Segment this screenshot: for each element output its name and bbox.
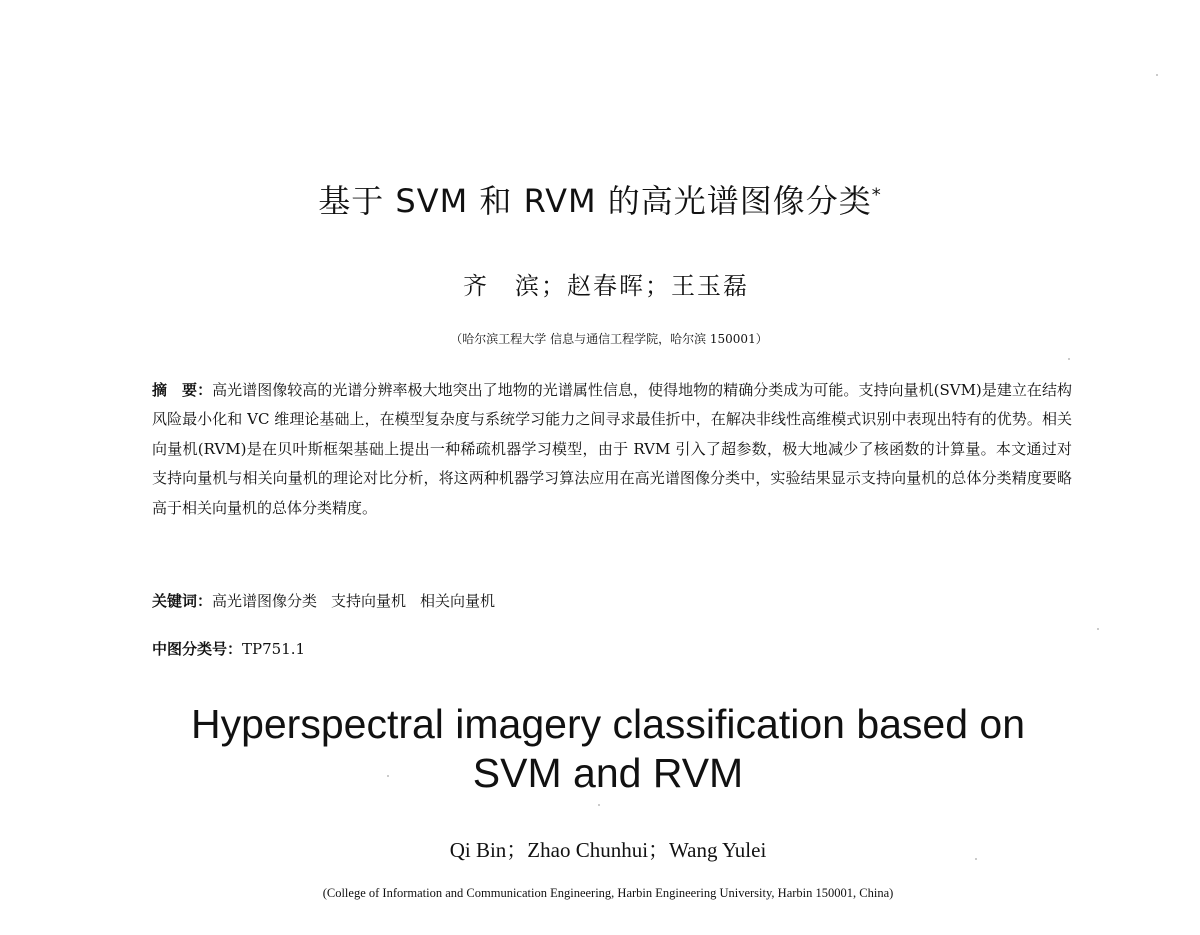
keyword-item: 高光谱图像分类 — [212, 592, 318, 610]
chinese-title-text: 基于 SVM 和 RVM 的高光谱图像分类 — [318, 182, 872, 220]
english-title-line-1: Hyperspectral imagery classification based on — [190, 701, 1026, 747]
english-authors: Qi Bin；Zhao Chunhui；Wang Yulei — [449, 838, 767, 862]
chinese-title — [0, 176, 1200, 222]
keyword-item: 相关向量机 — [420, 592, 496, 610]
chinese-authors: 齐 滨；赵春晖；王玉磊 — [463, 272, 749, 300]
scan-speck — [598, 804, 600, 806]
chinese-abstract — [152, 376, 1072, 523]
scan-speck — [387, 775, 389, 777]
clc-label: 中图分类号： — [152, 640, 243, 658]
abstract-label: 摘 要： — [152, 381, 213, 399]
keywords-label: 关键词： — [152, 592, 213, 610]
chinese-keywords — [152, 590, 1072, 611]
scan-speck — [975, 858, 977, 860]
english-title-line-2: SVM and RVM — [472, 750, 744, 796]
english-title — [0, 700, 1200, 798]
abstract-text: 高光谱图像较高的光谱分辨率极大地突出了地物的光谱属性信息，使得地物的精确分类成为可能。支持向量机(SVM)是建立在结构风险最小化和 VC 维理论基础上，在模型复杂度与系统学习能力之间寻求最佳折中，在解决非线性高维模式识别中表现出特有的优势。相关向量机(RVM)是在贝叶斯框架基础上提出一种稀疏机器学习模型，由于 RVM 引入了超参数，极大地减少了核函数的计算量。本文通过对支持向量机与相关向量机的理论对比分析，将这两种机器学习算法应用在高光谱图像分类中，实验结果显示支持向量机的总体分类精度要略高于相关向量机的总体分类精度。 — [152, 381, 1072, 517]
scan-speck — [1068, 358, 1070, 360]
clc-value: TP751.1 — [242, 640, 306, 658]
title-footnote-mark: * — [871, 184, 882, 206]
scan-speck — [1097, 628, 1099, 630]
chinese-affiliation: （哈尔滨工程大学 信息与通信工程学院，哈尔滨 150001） — [450, 332, 768, 346]
classification-number — [152, 638, 305, 659]
english-affiliation: (College of Information and Communication Engineering, Harbin Engineering University, Harbin 150001, China) — [322, 886, 894, 900]
keyword-item: 支持向量机 — [331, 592, 407, 610]
scan-speck — [1156, 74, 1158, 76]
